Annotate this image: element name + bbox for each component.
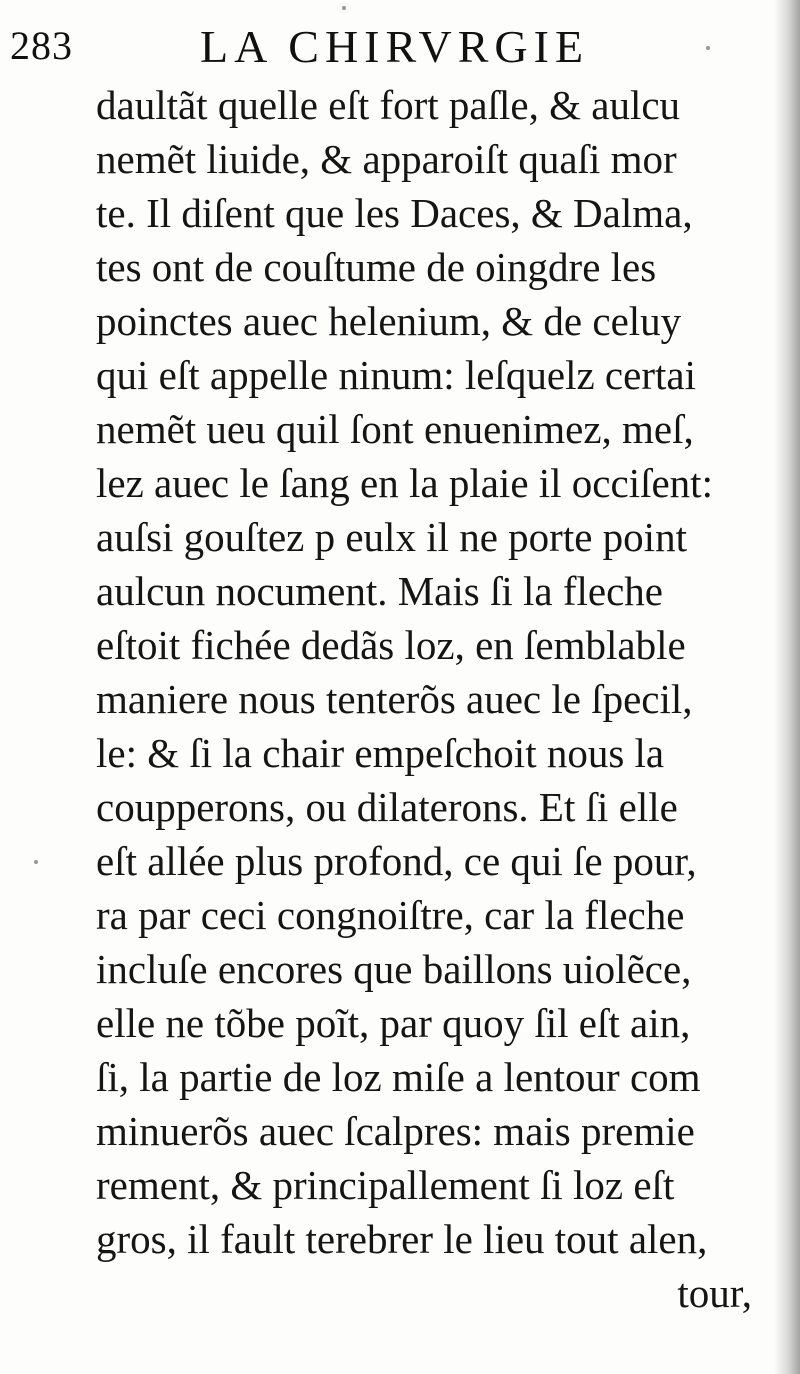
ink-speck bbox=[342, 6, 346, 10]
text-line: eſt allée plus profond, ce qui ſe pour, bbox=[96, 838, 697, 884]
text-line: tes ont de couſtume de oingdre les bbox=[96, 244, 657, 290]
ink-speck bbox=[706, 46, 710, 50]
ink-speck bbox=[34, 860, 38, 864]
text-line: coupperons, ou dilaterons. Et ſi elle bbox=[96, 784, 678, 830]
text-line: ra par ceci congnoiſtre, car la fleche bbox=[96, 892, 685, 938]
text-line: rement, & principallement ſi loz eſt bbox=[96, 1162, 675, 1208]
text-line: le: & ſi la chair empeſchoit nous la bbox=[96, 730, 665, 776]
running-head: LA CHIRVRGIE bbox=[200, 21, 590, 72]
text-line: gros, il fault terebrer le lieu tout alen, bbox=[96, 1216, 708, 1262]
text-line: incluſe encores que baillons uiolẽce, bbox=[96, 946, 692, 992]
text-line: elle ne tõbe poĩt, par quoy ſil eſt ain, bbox=[96, 1000, 691, 1046]
text-line: auſsi gouſtez p eulx il ne porte point bbox=[96, 514, 687, 560]
text-line: nemẽt ueu quil ſont enuenimez, meſ, bbox=[96, 406, 694, 452]
body-text bbox=[96, 78, 782, 1320]
text-line: poinctes auec helenium, & de celuy bbox=[96, 298, 682, 344]
text-line: eſtoit fichée dedãs loz, en ſemblable bbox=[96, 622, 686, 668]
text-line: daultãt quelle eſt fort paſle, & aulcu bbox=[96, 82, 681, 128]
page-number: 283 bbox=[10, 23, 73, 68]
text-line: te. Il diſent que les Daces, & Dalma, bbox=[96, 190, 693, 236]
text-line: qui eſt appelle ninum: leſquelz certai bbox=[96, 352, 696, 398]
text-line: minuerõs auec ſcalpres: mais premie bbox=[96, 1108, 695, 1154]
text-line: aulcun nocument. Mais ſi la fleche bbox=[96, 568, 663, 614]
page-header bbox=[0, 18, 800, 78]
text-line: nemẽt liuide, & apparoiſt quaſi mor bbox=[96, 136, 677, 182]
text-line: maniere nous tenterõs auec le ſpecil, bbox=[96, 676, 693, 722]
catchword: tour, bbox=[677, 1270, 752, 1316]
text-line: ſi, la partie de loz miſe a lentour com bbox=[96, 1054, 701, 1100]
text-line: lez auec le ſang en la plaie il occiſent: bbox=[96, 460, 713, 506]
